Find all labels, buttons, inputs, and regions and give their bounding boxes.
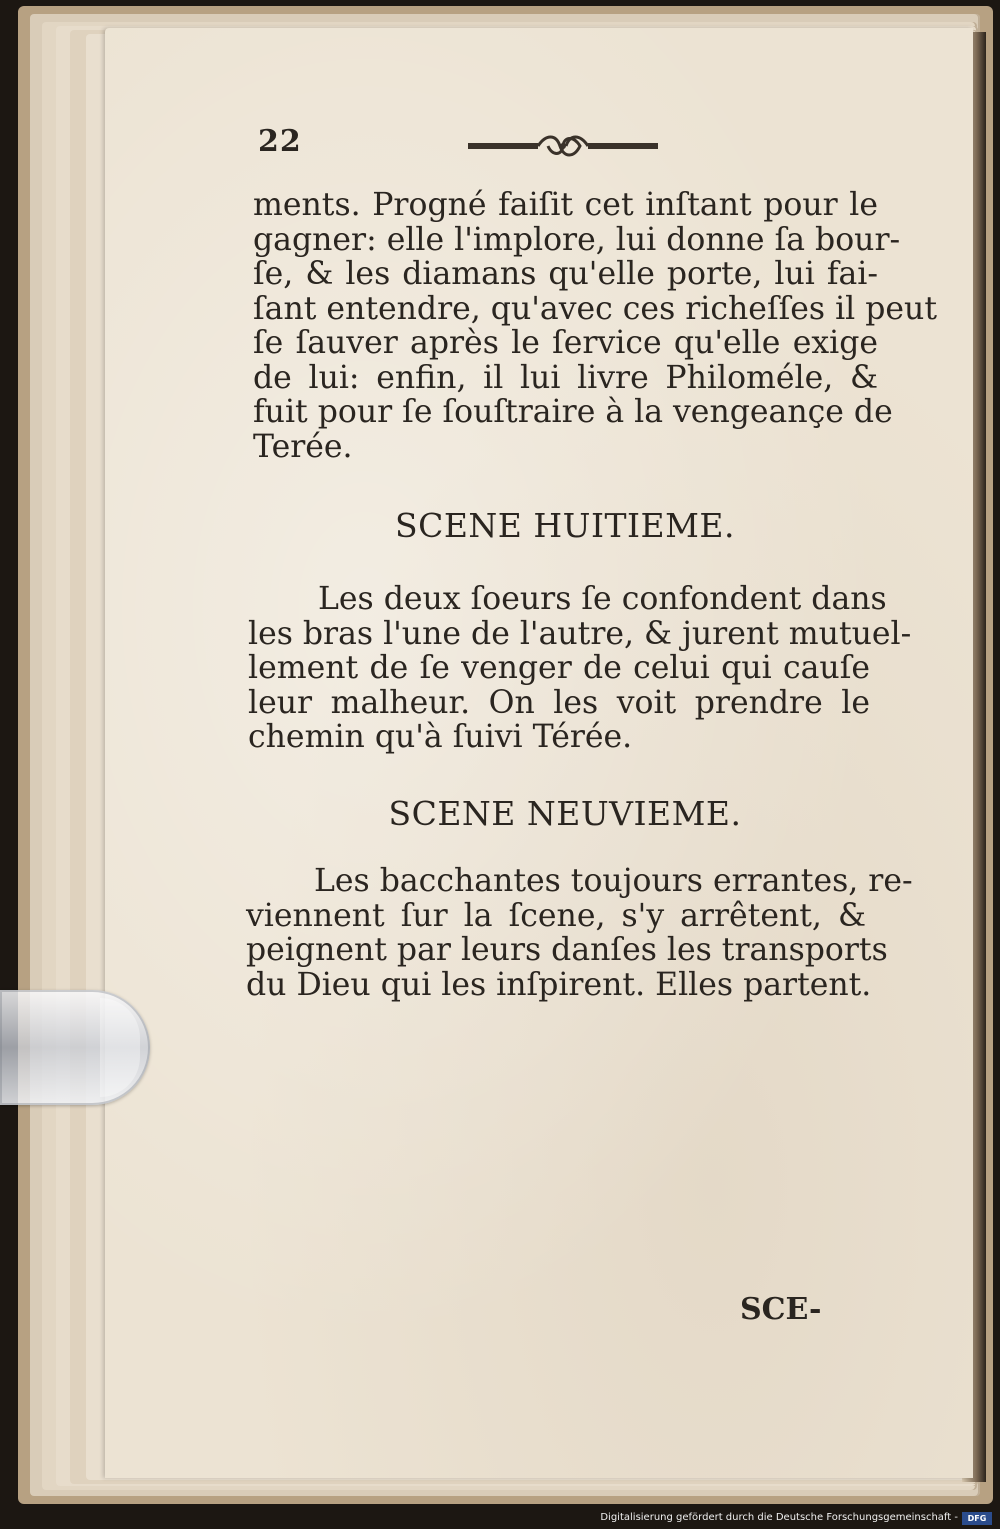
text-line: Les bacchantes toujours errantes, re- (314, 863, 913, 899)
text-line: viennent ſur la ſcene, s'y arrêtent, & (246, 897, 866, 934)
text-line: les bras l'une de l'autre, & jurent mutuel- (248, 615, 912, 652)
header-ornament-icon (468, 132, 658, 162)
text-line: Terée. (253, 428, 353, 465)
text-line: lement de ſe venger de celui qui cauſe (248, 650, 870, 686)
catchword: SCE- (740, 1292, 822, 1327)
digitization-credit: Digitalisierung gefördert durch die Deutsche Forschungsgemeinschaft - (600, 1512, 958, 1523)
page-number: 22 (258, 124, 302, 159)
page-clip (0, 990, 150, 1105)
text-line: gagner: elle l'implore, lui donne ſa bour- (253, 221, 901, 258)
text-line: chemin qu'à ſuivi Térée. (248, 719, 633, 755)
text-line: leur malheur. On les voit prendre le (248, 684, 870, 721)
text-line: de lui: enfin, il lui livre Philoméle, & (253, 359, 878, 396)
paragraph-2 (248, 581, 912, 755)
paragraph-3 (246, 863, 913, 1003)
text-line: ſant entendre, qu'avec ces richeſſes il peut (253, 290, 938, 327)
text-line: ſe, & les diamans qu'elle porte, lui fai- (253, 256, 878, 292)
paragraph-1 (253, 187, 938, 465)
text-line: du Dieu qui les inſpirent. Elles partent. (246, 966, 872, 1003)
text-line: ſe ſauver après le ſervice qu'elle exige (253, 325, 878, 361)
dfg-logo-icon: DFG (962, 1512, 992, 1525)
scene-heading: SCENE HUITIEME. (394, 506, 736, 545)
scene-heading: SCENE NEUVIEME. (388, 794, 742, 833)
text-line: Les deux ſoeurs ſe confondent dans (318, 581, 887, 617)
text-line: fuit pour ſe ſouſtraire à la vengeançe de (253, 394, 893, 430)
text-line: ments. Progné faiſit cet inſtant pour le (253, 187, 878, 223)
text-line: peignent par leurs danſes les transports (246, 932, 888, 968)
